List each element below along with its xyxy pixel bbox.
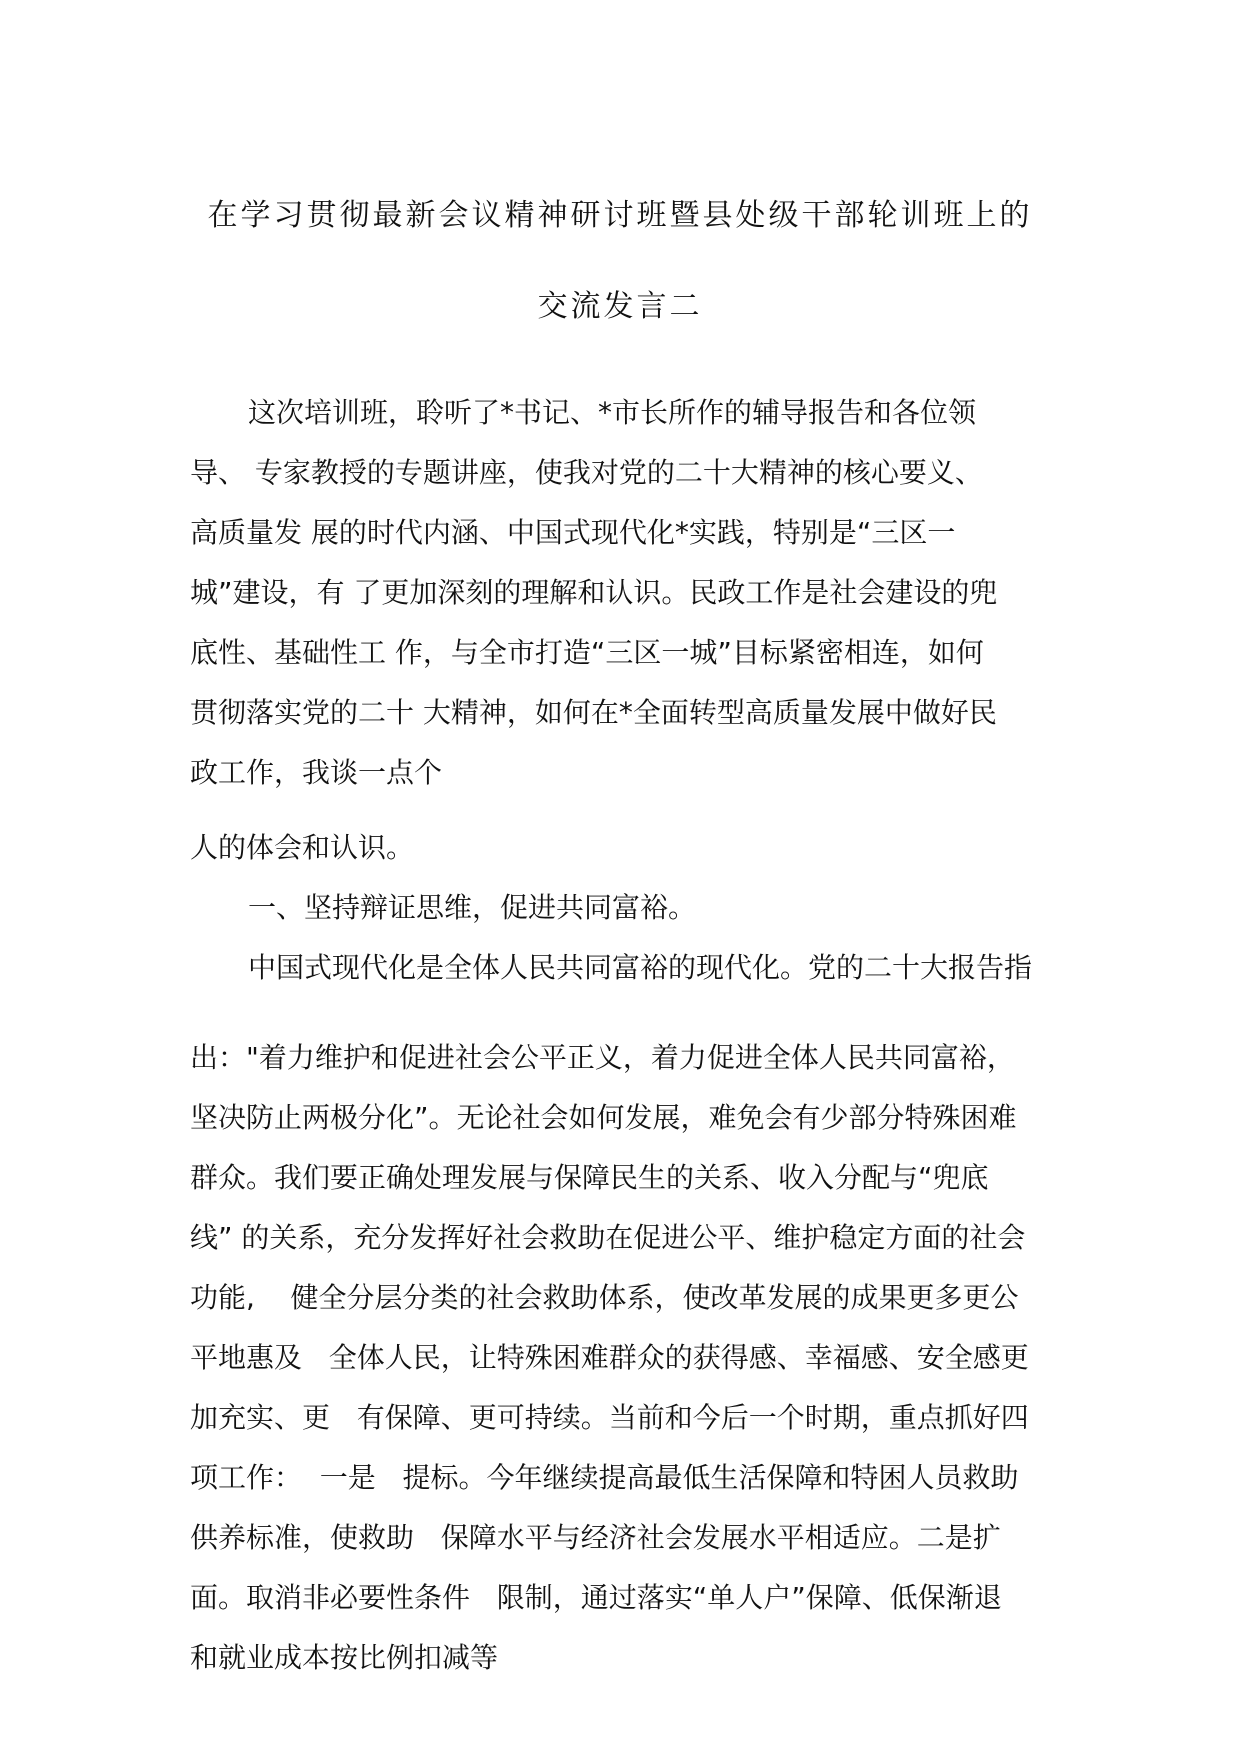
paragraph-line: 中国式现代化是全体人民共同富裕的现代化。党的二十大报告指 [248,951,1033,984]
paragraph-line: 供养标准，使救助 保障水平与经济社会发展水平相适应。二是扩 [190,1521,1001,1554]
document-title-line-2: 交流发言二 [537,289,703,324]
paragraph-line: 人的体会和认识。 [190,831,415,864]
paragraph-line: 导、 专家教授的专题讲座，使我对党的二十大精神的核心要义、 [190,456,983,489]
paragraph-line: 加充实、更 有保障、更可持续。当前和今后一个时期，重点抓好四 [190,1401,1029,1434]
paragraph-line: 底性、基础性工 作，与全市打造“三区一城”目标紧密相连，如何 [190,636,984,669]
paragraph-line: 贯彻落实党的二十 大精神，如何在*全面转型高质量发展中做好民 [190,696,997,729]
paragraph-line: 出："着力维护和促进社会公平正义，着力促进全体人民共同富裕， [190,1041,1015,1074]
paragraph-line: 面。取消非必要性条件 限制，通过落实“单人户”保障、低保渐退 [190,1581,1002,1614]
paragraph-line: 平地惠及 全体人民，让特殊困难群众的获得感、幸福感、安全感更 [190,1341,1029,1374]
paragraph-line: 群众。我们要正确处理发展与保障民生的关系、收入分配与“兜底 [190,1161,989,1194]
paragraph-line: 城”建设，有 了更加深刻的理解和认识。民政工作是社会建设的兜 [190,576,998,609]
section-heading: 一、坚持辩证思维，促进共同富裕。 [248,891,697,924]
document-title-line-1: 在学习贯彻最新会议精神研讨班暨县处级干部轮训班上的 [207,198,1033,233]
paragraph-line: 和就业成本按比例扣减等 [190,1641,499,1674]
paragraph-line: 线” 的关系，充分发挥好社会救助在促进公平、维护稳定方面的社会 [190,1221,1026,1254]
paragraph-line: 这次培训班，聆听了*书记、*市长所作的辅导报告和各位领 [248,396,977,429]
paragraph-line: 项工作： 一是 提标。今年继续提高最低生活保障和特困人员救助 [190,1461,1019,1494]
paragraph-line: 功能, 健全分层分类的社会救助体系，使改革发展的成果更多更公 [190,1281,1019,1314]
paragraph-line: 高质量发 展的时代内涵、中国式现代化*实践，特别是“三区一 [190,516,956,549]
paragraph-line: 政工作，我谈一点个 [190,756,443,789]
paragraph-line: 坚决防止两极分化”。无论社会如何发展，难免会有少部分特殊困难 [190,1101,1017,1134]
